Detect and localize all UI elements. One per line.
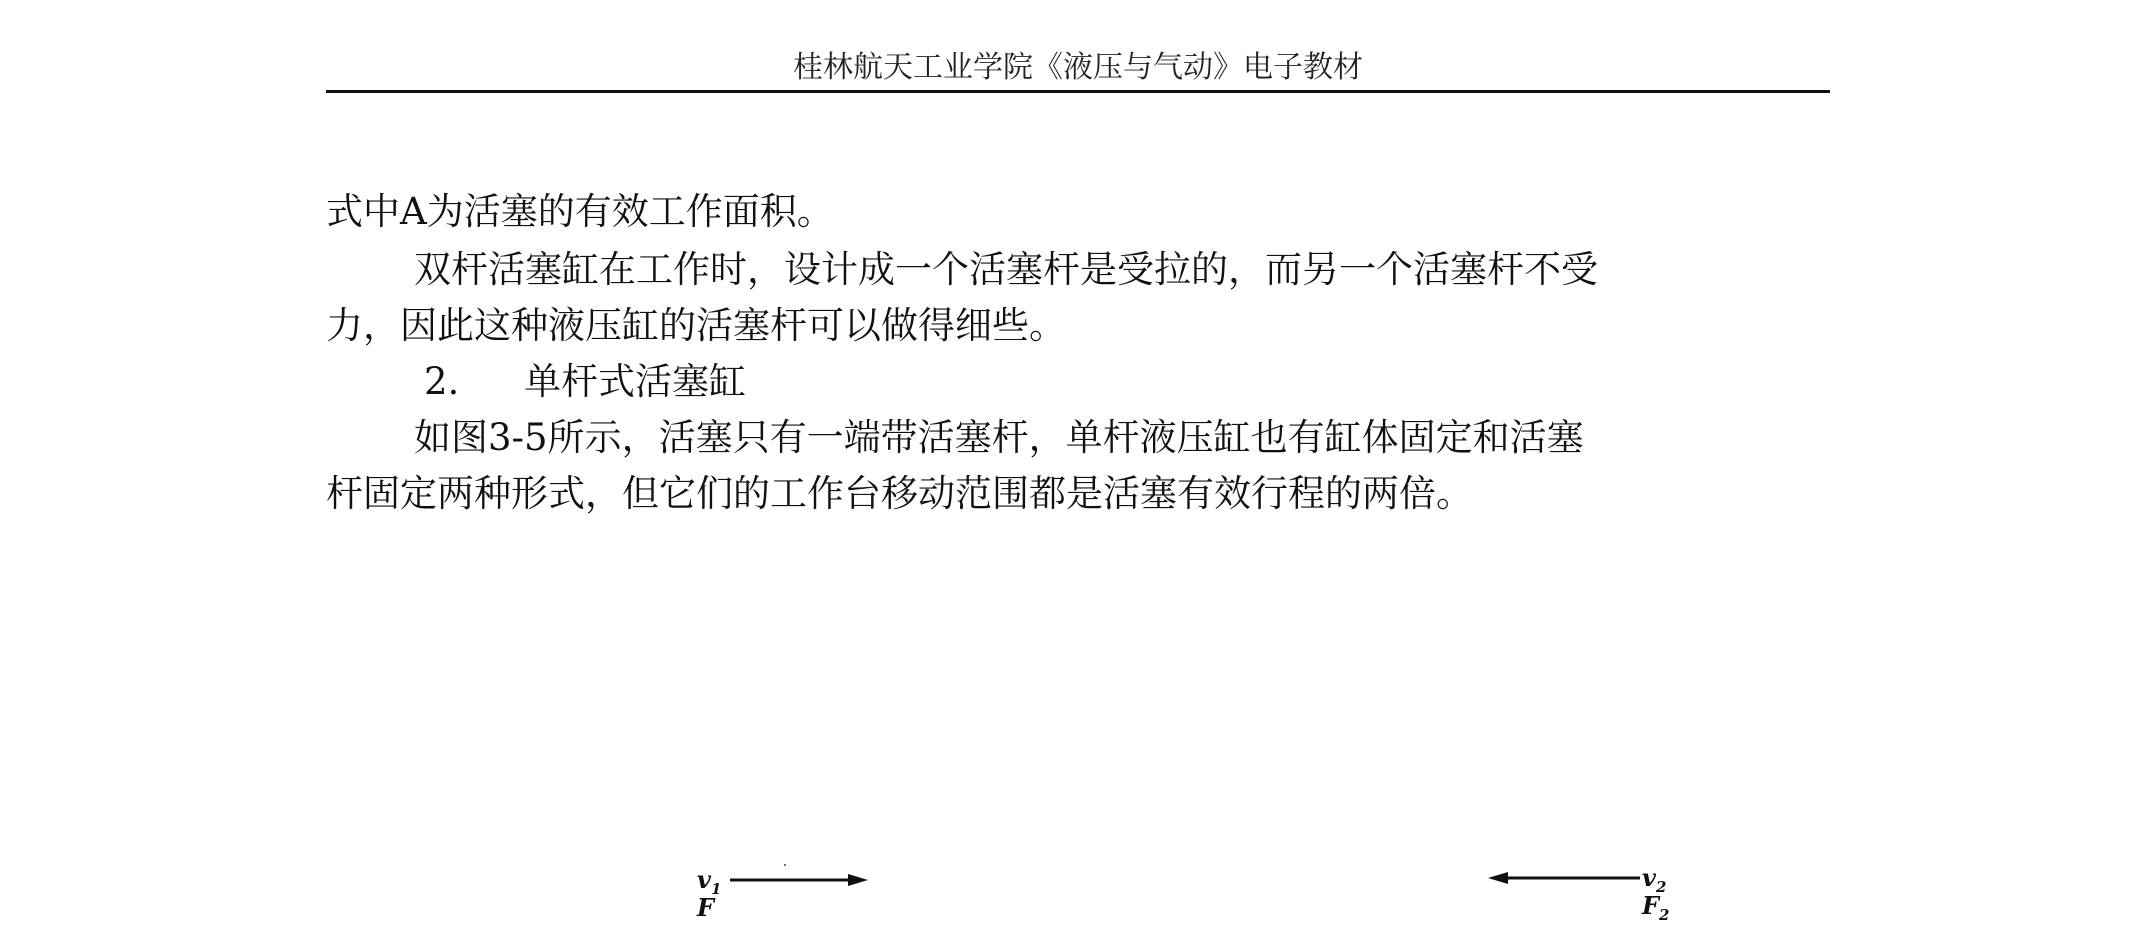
left-velocity-arrowhead (848, 874, 868, 886)
section-number: 2. (424, 360, 460, 403)
right-velocity-label: $v_2$ (1642, 863, 1667, 896)
figure-dot-mark (784, 864, 786, 866)
left-velocity-label: $v_1$ (697, 865, 722, 898)
right-velocity-arrowhead (1488, 872, 1508, 884)
section-title: 单杆式活塞缸 (524, 360, 746, 403)
paragraph-line-2: 双杆活塞缸在工作时，设计成一个活塞杆是受拉的，而另一个活塞杆不受 (414, 248, 1598, 291)
paragraph-line-3: 力，因此这种液压缸的活塞杆可以做得细些。 (326, 304, 1066, 347)
paragraph-line-5: 如图3-5所示，活塞只有一端带活塞杆，单杆液压缸也有缸体固定和活塞 (414, 416, 1584, 459)
paragraph-line-1: 式中A为活塞的有效工作面积。 (326, 190, 834, 233)
left-force-label: F (697, 893, 715, 922)
figure-3-5-partial (0, 840, 2149, 924)
figure-arrows (0, 840, 2149, 900)
paragraph-line-6: 杆固定两种形式，但它们的工作台移动范围都是活塞有效行程的两倍。 (326, 472, 1473, 515)
section-heading (326, 354, 1830, 410)
right-force-label: $F_2$ (1642, 891, 1670, 924)
header-divider (326, 90, 1830, 93)
page-header: 桂林航天工业学院《液压与气动》电子教材 (793, 50, 1363, 85)
